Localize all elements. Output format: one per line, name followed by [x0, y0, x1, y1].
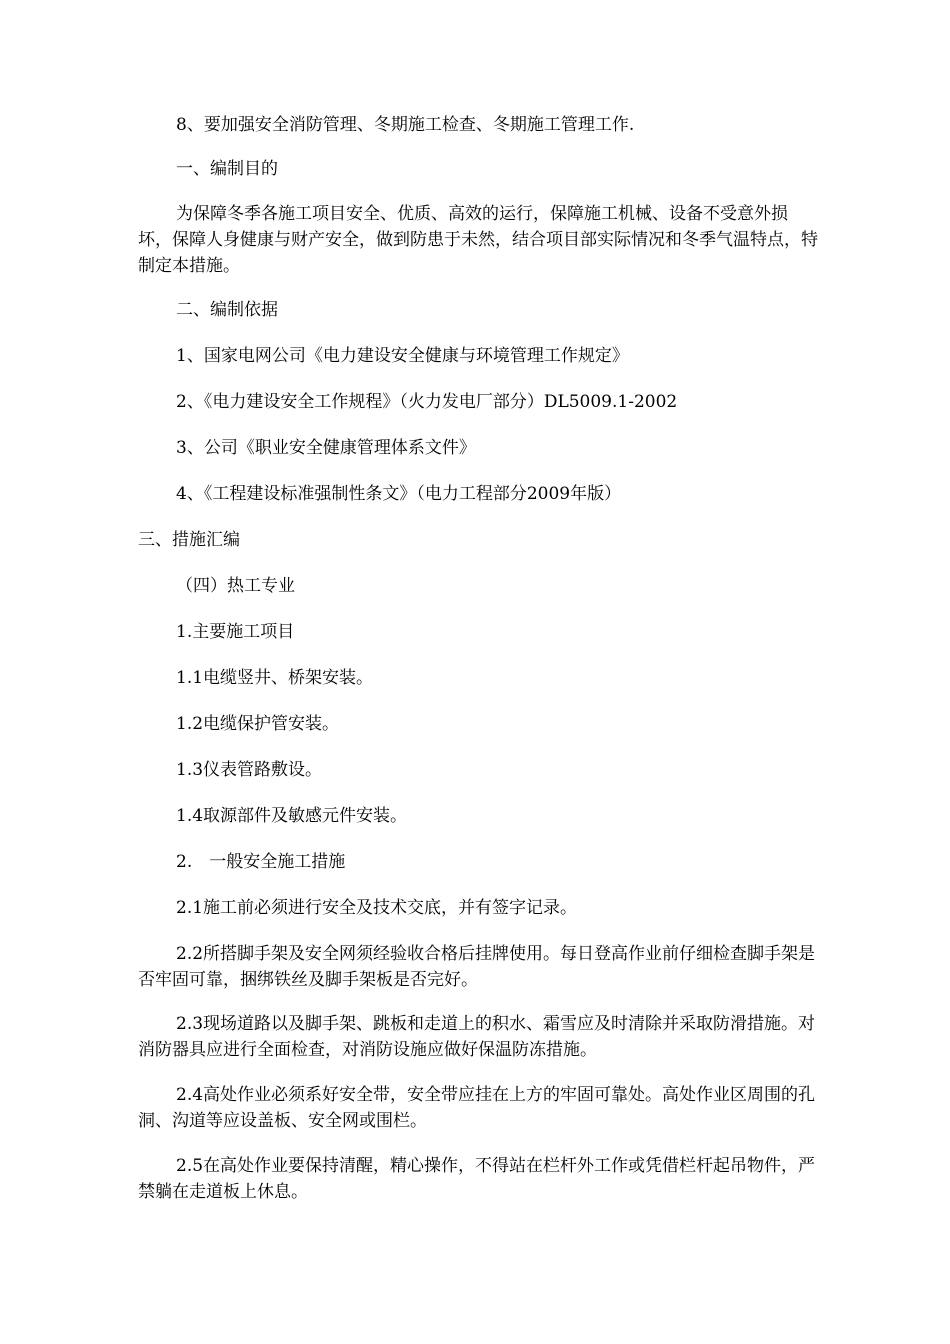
item-2-3: 2.3现场道路以及脚手架、跳板和走道上的积水、霜雪应及时清除并采取防滑措施。对消防器具应进行全面检查，对消防设施应做好保温防冻措施。	[138, 1014, 816, 1060]
subheading-thermal: （四）热工专业	[176, 576, 295, 596]
paragraph-item-8: 8、要加强安全消防管理、冬期施工检查、冬期施工管理工作.	[176, 115, 635, 135]
item-1-4: 1.4取源部件及敏感元件安装。	[176, 806, 408, 826]
item-2-2: 2.2所搭脚手架及安全网须经验收合格后挂牌使用。每日登高作业前仔细检查脚手架是否牢固可靠，捆绑铁丝及脚手架板是否完好。	[138, 944, 816, 990]
heading-basis: 二、编制依据	[176, 300, 278, 320]
section-main-items: 1.主要施工项目	[176, 622, 295, 642]
item-1-3: 1.3仪表管路敷设。	[176, 760, 323, 780]
basis-item-3: 3、公司《职业安全健康管理体系文件》	[176, 438, 476, 458]
heading-measures: 三、措施汇编	[138, 530, 240, 550]
item-1-1: 1.1电缆竖井、桥架安装。	[176, 668, 374, 688]
basis-item-1: 1、国家电网公司《电力建设安全健康与环境管理工作规定》	[176, 346, 629, 366]
item-2-5: 2.5在高处作业要保持清醒，精心操作，不得站在栏杆外工作或凭借栏杆起吊物件，严禁躺在走道板上休息。	[138, 1156, 816, 1202]
item-2-4: 2.4高处作业必须系好安全带，安全带应挂在上方的牢固可靠处。高处作业区周围的孔洞、沟道等应设盖板、安全网或围栏。	[138, 1085, 816, 1131]
basis-item-2: 2、《电力建设安全工作规程》（火力发电厂部分）DL5009.1-2002	[176, 392, 678, 412]
paragraph-purpose: 为保障冬季各施工项目安全、优质、高效的运行，保障施工机械、设备不受意外损坏，保障人身健康与财产安全，做到防患于未然，结合项目部实际情况和冬季气温特点，特制定本措施。	[138, 204, 818, 276]
section-general-safety: 2. 一般安全施工措施	[176, 852, 346, 872]
item-1-2: 1.2电缆保护管安装。	[176, 714, 340, 734]
item-2-1: 2.1施工前必须进行安全及技术交底，并有签字记录。	[176, 898, 578, 918]
basis-item-4: 4、《工程建设标准强制性条文》（电力工程部分2009年版）	[176, 484, 622, 504]
heading-purpose: 一、编制目的	[176, 159, 278, 179]
